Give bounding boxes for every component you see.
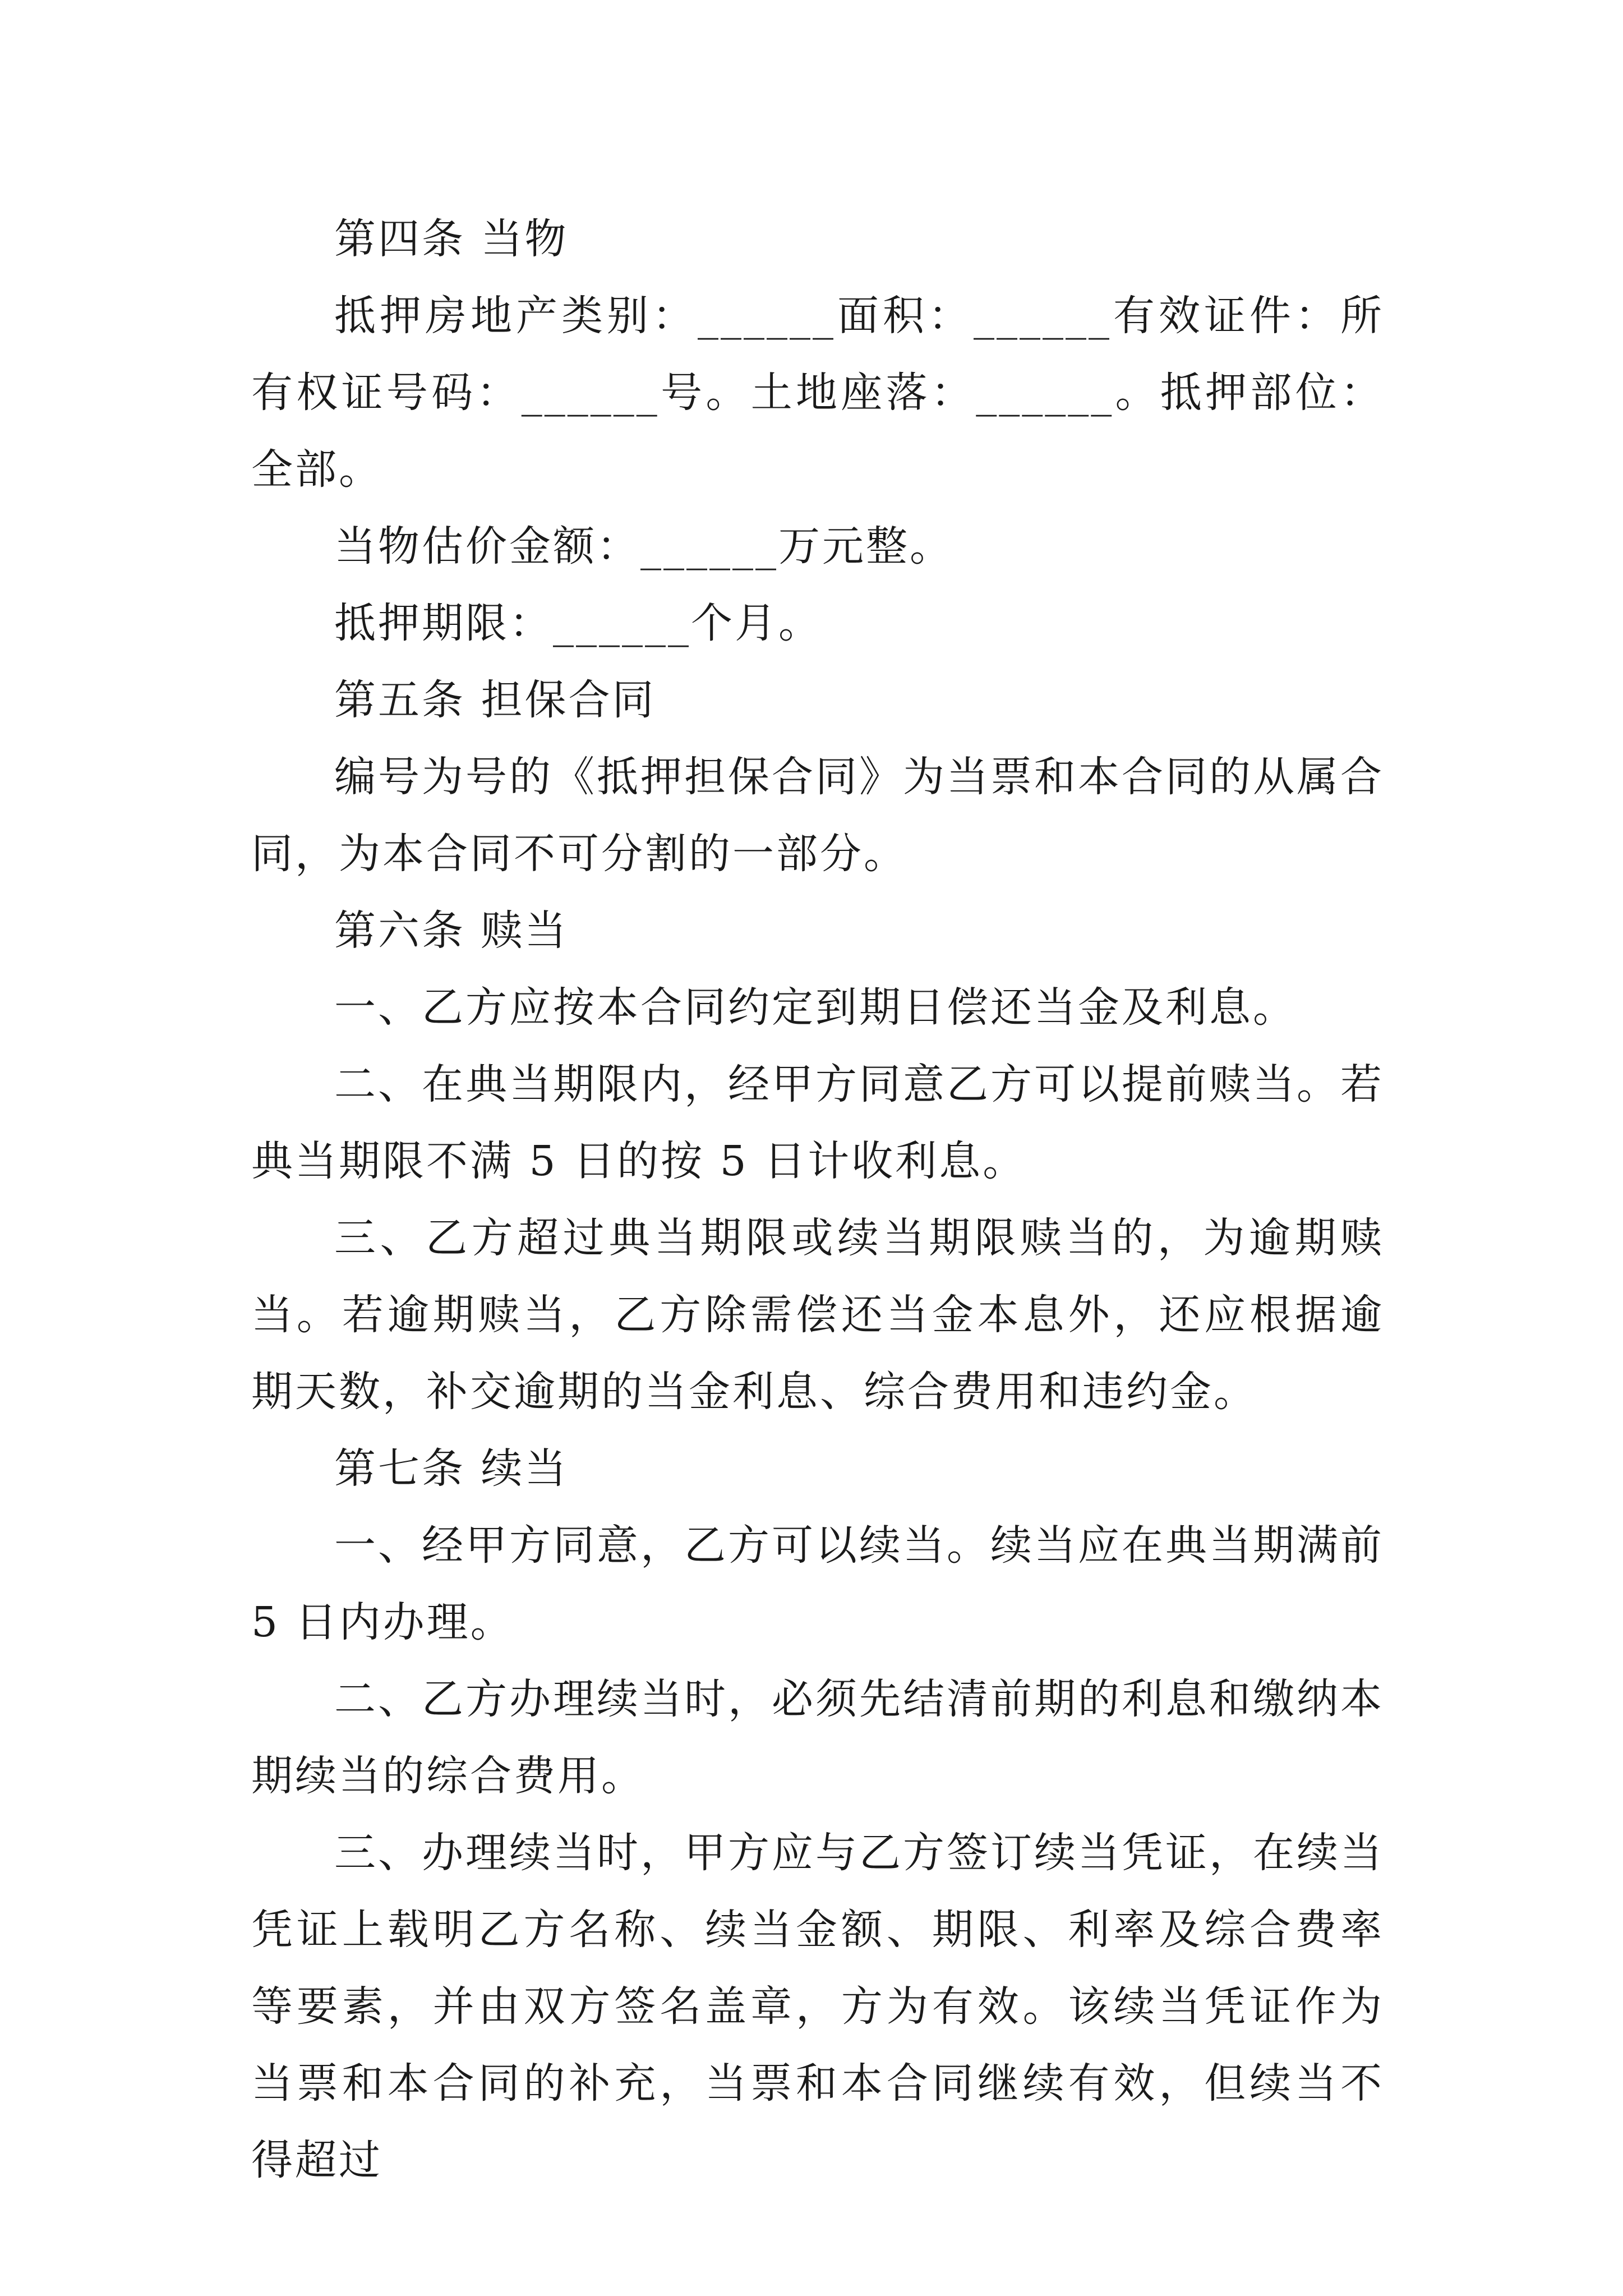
- article-4-heading: 第四条 当物: [334, 215, 569, 263]
- paragraph: 当物估价金额：______万元整。: [334, 522, 953, 570]
- paragraph: 三、办理续当时，甲方应与乙方签订续当凭证，在续当凭证上载明乙方名称、续当金额、期限、利率及综合费率等要素，并由双方签名盖章，方为有效。该续当凭证作为当票和本合同的补充，当票和本合同继续有效，但续当不得超过: [251, 1829, 1384, 2184]
- paragraph: 一、经甲方同意，乙方可以续当。续当应在典当期满前 5 日内办理。: [251, 1521, 1384, 1646]
- article-6-heading: 第六条 赎当: [334, 907, 569, 955]
- paragraph: 一、乙方应按本合同约定到期日偿还当金及利息。: [334, 983, 1297, 1032]
- paragraph: 三、乙方超过典当期限或续当期限赎当的，为逾期赎当。若逾期赎当，乙方除需偿还当金本息外，还应根据逾期天数，补交逾期的当金利息、综合费用和违约金。: [251, 1214, 1384, 1416]
- article-7-heading: 第七条 续当: [334, 1444, 569, 1493]
- paragraph: 二、在典当期限内，经甲方同意乙方可以提前赎当。若典当期限不满 5 日的按 5 日计收利息。: [251, 1060, 1384, 1185]
- paragraph: 二、乙方办理续当时，必须先结清前期的利息和缴纳本期续当的综合费用。: [251, 1675, 1384, 1800]
- paragraph: 编号为号的《抵押担保合同》为当票和本合同的从属合同，为本合同不可分割的一部分。: [251, 753, 1384, 878]
- paragraph: 抵押期限：______个月。: [334, 599, 822, 647]
- document-body: [251, 201, 1384, 2199]
- paragraph: 抵押房地产类别：______面积：______有效证件：所有权证号码：______号。土地座落：______。抵押部位：全部。: [251, 292, 1384, 494]
- article-5-heading: 第五条 担保合同: [334, 676, 656, 724]
